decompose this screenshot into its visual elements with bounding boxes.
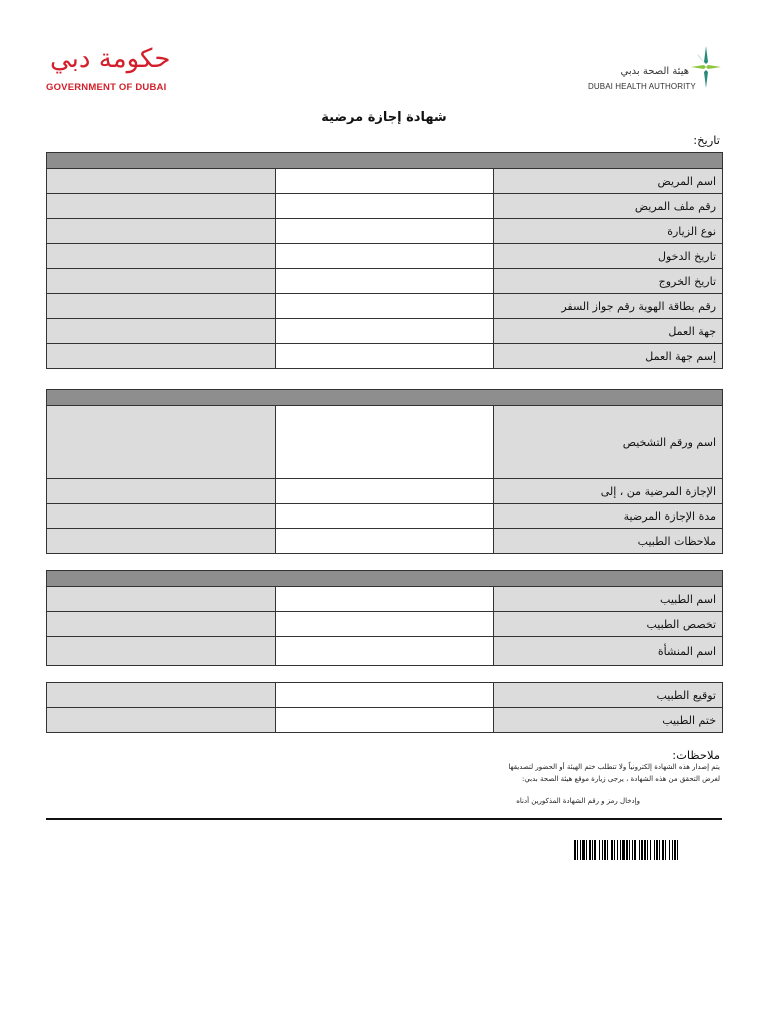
value-cell-middle[interactable]: [276, 219, 494, 244]
table-row: [47, 194, 723, 219]
value-cell-left[interactable]: [47, 708, 276, 733]
value-cell-left[interactable]: [47, 244, 276, 269]
row-label: ختم الطبيب: [494, 708, 723, 733]
table-row: [47, 269, 723, 294]
date-label: تاريخ:: [693, 133, 720, 147]
table-row: [47, 587, 723, 612]
value-cell-left[interactable]: [47, 612, 276, 637]
document-title: شهادة إجازة مرضية: [321, 110, 447, 125]
note-line: وإدخال رمز و رقم الشهادة المذكورين أدناه: [516, 797, 640, 805]
value-cell-middle[interactable]: [276, 708, 494, 733]
value-cell-middle[interactable]: [276, 269, 494, 294]
value-cell-left[interactable]: [47, 529, 276, 554]
value-cell-middle[interactable]: [276, 294, 494, 319]
table-row: [47, 294, 723, 319]
row-label: توقيع الطبيب: [494, 683, 723, 708]
value-cell-left[interactable]: [47, 406, 276, 479]
dha-logo-english-text: DUBAI HEALTH AUTHORITY: [588, 82, 696, 91]
table-row: [47, 244, 723, 269]
value-cell-left[interactable]: [47, 637, 276, 666]
row-label: الإجازة المرضية من ، إلى: [494, 479, 723, 504]
value-cell-left[interactable]: [47, 169, 276, 194]
value-cell-left[interactable]: [47, 219, 276, 244]
value-cell-left[interactable]: [47, 194, 276, 219]
row-label: إسم جهة العمل: [494, 344, 723, 369]
table-row: [47, 708, 723, 733]
diagnosis-table: [46, 389, 723, 554]
row-label: ملاحظات الطبيب: [494, 529, 723, 554]
section-header-bar: [47, 153, 723, 169]
table-row: [47, 612, 723, 637]
table-row: [47, 406, 723, 479]
signature-table: [46, 682, 723, 733]
gov-logo-arabic-text: حكومة دبي: [50, 44, 171, 74]
table-row: [47, 169, 723, 194]
section-header-bar: [47, 390, 723, 406]
note-line: لغرض التحقق من هذه الشهادة ، يرجى زيارة موقع هيئة الصحة بدبي:: [521, 775, 720, 783]
barcode-icon: [574, 840, 722, 860]
value-cell-middle[interactable]: [276, 344, 494, 369]
value-cell-left[interactable]: [47, 479, 276, 504]
dha-star-mark-icon: [689, 44, 723, 90]
dha-logo-arabic-text: هيئة الصحة بدبي: [620, 66, 689, 77]
value-cell-middle[interactable]: [276, 529, 494, 554]
value-cell-left[interactable]: [47, 269, 276, 294]
table-row: [47, 344, 723, 369]
row-label: اسم المنشأة: [494, 637, 723, 666]
notes-title: ملاحظات:: [672, 748, 720, 762]
row-label: جهة العمل: [494, 319, 723, 344]
table-row: [47, 319, 723, 344]
row-label: اسم المريض: [494, 169, 723, 194]
value-cell-left[interactable]: [47, 294, 276, 319]
divider-line: [46, 818, 722, 820]
section-header-bar: [47, 571, 723, 587]
value-cell-left[interactable]: [47, 319, 276, 344]
value-cell-middle[interactable]: [276, 612, 494, 637]
value-cell-middle[interactable]: [276, 319, 494, 344]
value-cell-middle[interactable]: [276, 479, 494, 504]
table-row: [47, 637, 723, 666]
value-cell-left[interactable]: [47, 344, 276, 369]
value-cell-middle[interactable]: [276, 169, 494, 194]
table-row: [47, 479, 723, 504]
dubai-health-authority-logo: [588, 44, 723, 96]
patient-info-table: [46, 152, 723, 369]
value-cell-middle[interactable]: [276, 637, 494, 666]
doctor-info-table: [46, 570, 723, 666]
row-label: رقم بطاقة الهوية رقم جواز السفر: [494, 294, 723, 319]
row-label: اسم الطبيب: [494, 587, 723, 612]
table-row: [47, 219, 723, 244]
government-of-dubai-logo: [46, 44, 171, 94]
value-cell-left[interactable]: [47, 504, 276, 529]
table-row: [47, 529, 723, 554]
value-cell-middle[interactable]: [276, 194, 494, 219]
table-row: [47, 504, 723, 529]
value-cell-middle[interactable]: [276, 683, 494, 708]
row-label: نوع الزيارة: [494, 219, 723, 244]
gov-logo-english-text: GOVERNMENT OF DUBAI: [46, 82, 167, 93]
row-label: مدة الإجازة المرضية: [494, 504, 723, 529]
note-line: يتم إصدار هذه الشهادة إلكترونياً ولا تتطلب ختم الهيئة أو الحضور لتصديقها: [508, 763, 720, 771]
value-cell-middle[interactable]: [276, 587, 494, 612]
table-row: [47, 683, 723, 708]
row-label: اسم ورقم التشخيص: [494, 406, 723, 479]
value-cell-middle[interactable]: [276, 244, 494, 269]
row-label: تخصص الطبيب: [494, 612, 723, 637]
value-cell-left[interactable]: [47, 587, 276, 612]
value-cell-middle[interactable]: [276, 504, 494, 529]
row-label: تاريخ الخروج: [494, 269, 723, 294]
row-label: تاريخ الدخول: [494, 244, 723, 269]
value-cell-left[interactable]: [47, 683, 276, 708]
row-label: رقم ملف المريض: [494, 194, 723, 219]
value-cell-middle[interactable]: [276, 406, 494, 479]
